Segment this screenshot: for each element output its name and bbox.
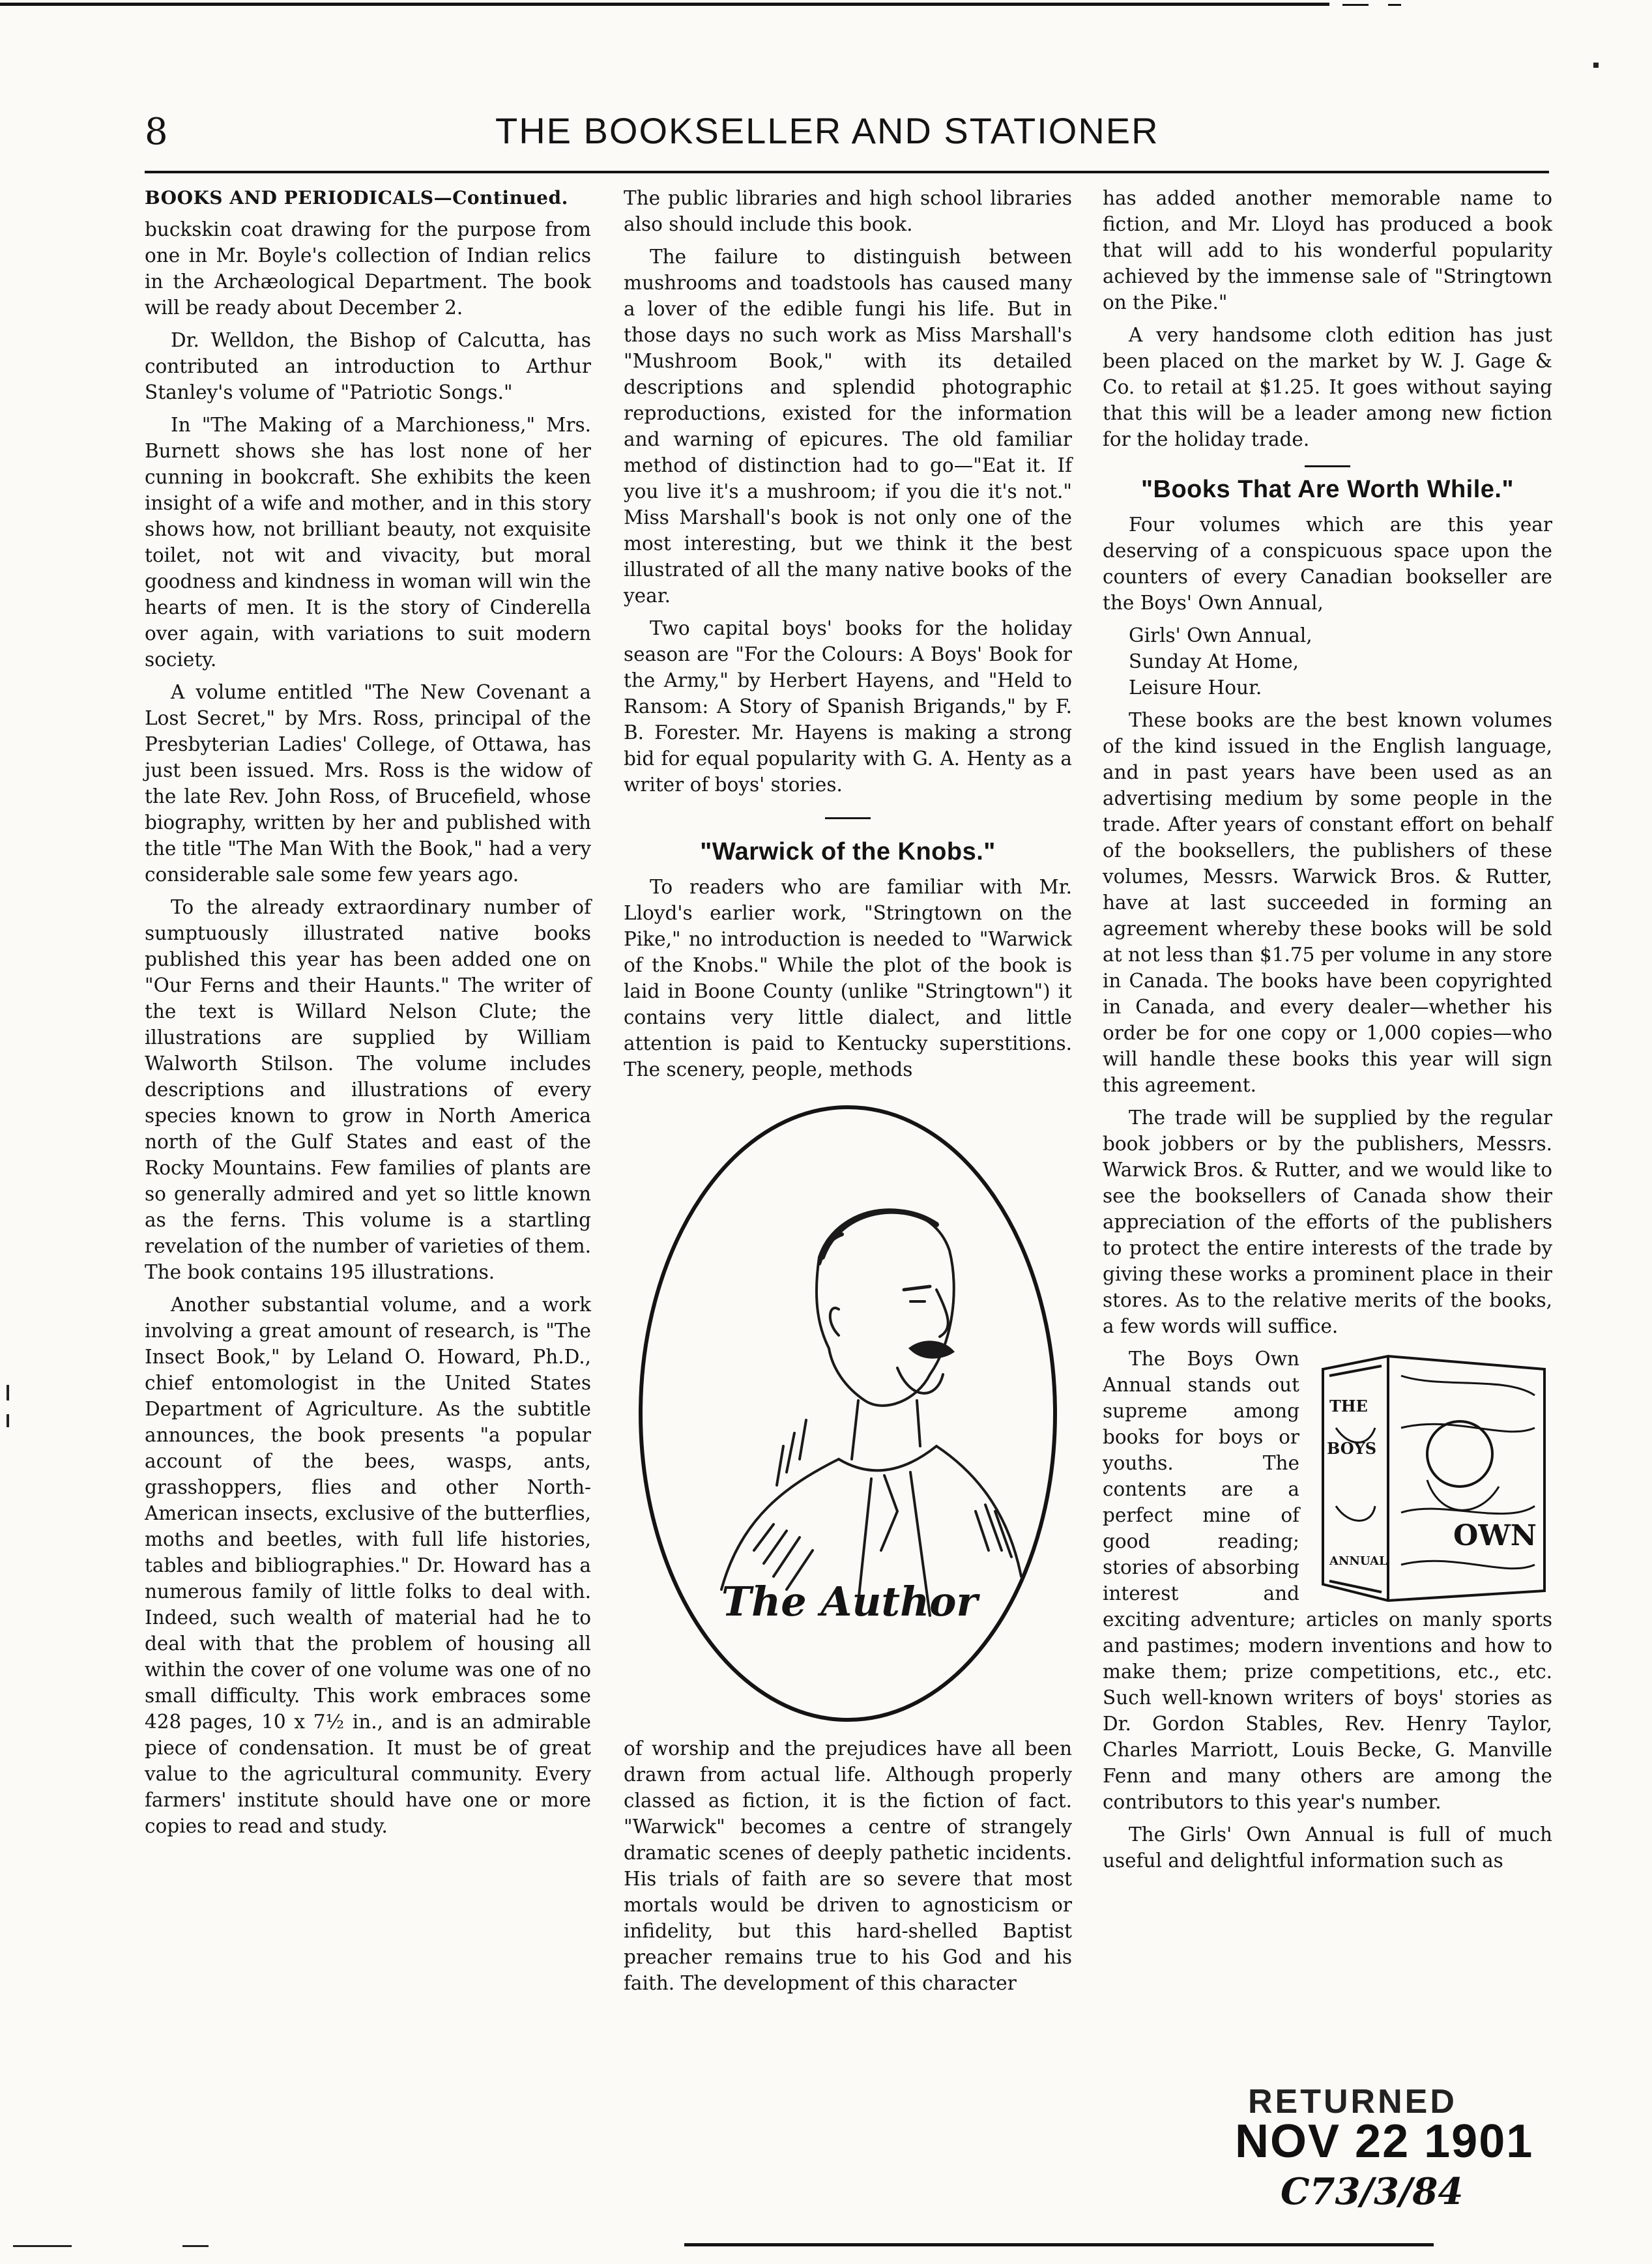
list-item: Girls' Own Annual, [1129, 624, 1312, 646]
paragraph: A very handsome cloth edition has just been placed on the market by W. J. Gage & Co. to retail at $1.25. It goes without saying that this will be a leader among new fiction for the holiday trade. [1103, 324, 1552, 450]
spine-word: THE [1329, 1397, 1368, 1415]
article-heading-worth-while: "Books That Are Worth While." [1141, 476, 1514, 503]
section-divider [825, 817, 871, 819]
column-2 [624, 185, 1072, 2003]
annual-paragraph-block [1103, 1346, 1552, 1815]
page-number: 8 [145, 111, 168, 153]
print-speck [13, 2245, 72, 2247]
column-1 [145, 185, 591, 1846]
paragraph: Four volumes which are this year deserving of a conspicuous space upon the counters of every Canadian bookseller are the Boys' Own Annual, [1103, 514, 1552, 614]
print-speck [7, 1385, 9, 1400]
section-divider [1305, 465, 1350, 467]
article-heading-warwick: "Warwick of the Knobs." [700, 838, 996, 865]
paragraph: Dr. Welldon, the Bishop of Calcutta, has contributed an introduction to Arthur Stanley's volume of "Patriotic Songs." [145, 329, 591, 403]
paragraph: To the already extraordinary number of sumptuously illustrated native books published this year has been added one on "Our Ferns and their Haunts." The writer of the text is Willard Nelson Clute; the illustrations are supplied by William Walworth Stilson. The volume includes descriptions and illustrations of every species known to grow in North America north of the Gulf States and east of the Rocky Mountains. Few families of plants are so generally admired and yet so little known as the ferns. This volume is a startling revelation of the number of varieties of them. The book contains 195 illustrations. [145, 896, 591, 1283]
paragraph: A volume entitled "The New Covenant a Lost Secret," by Mrs. Ross, principal of the Presbyterian Ladies' College, of Ottawa, has just been issued. Mrs. Ross is the widow of the late Rev. John Ross, of Brucefield, whose biography, written by her and published with the title "The Man With the Book," had a very considerable sale some few years ago. [145, 681, 591, 886]
spine-word: BOYS [1327, 1439, 1377, 1458]
paragraph: of worship and the prejudices have all been drawn from actual life. Although properly classed as fiction, it is the fiction of fact. "Warwick" becomes a centre of strangely dramatic scenes of deeply pathetic incidents. His trials of faith are so severe that most mortals would be driven to agnosticism or infidelity, but this hard-shelled Baptist preacher remains true to his God and his faith. The development of this character [624, 1737, 1072, 1994]
paragraph: has added another memorable name to fiction, and Mr. Lloyd has produced a book that will add to his wonderful popularity achieved by the immense sale of "Stringtown on the Pike." [1103, 187, 1552, 313]
list-item: Leisure Hour. [1129, 676, 1262, 699]
annual-list [1103, 622, 1552, 701]
column-3 [1103, 185, 1552, 1880]
stamp-date: NOV 22 1901 [1235, 2115, 1534, 2168]
section-label: BOOKS AND PERIODICALS—Continued. [145, 187, 568, 209]
author-portrait [624, 1094, 1072, 1726]
returned-stamp [1235, 2082, 1541, 2232]
paragraph: Another substantial volume, and a work involving a great amount of research, is "The Insect Book," by Leland O. Howard, Ph.D., chief entomologist in the United States Department of Agriculture. As the subtitle announces, the book presents "a popular account of the bees, wasps, ants, grasshoppers, flies and other North-American insects, exclusive of the butterflies, moths and beetles, with full life histories, tables and bibliographies." Dr. Howard has a numerous family of little folks to deal with. Indeed, such wealth of material had he to deal with that the problem of housing all within the cover of one volume was one of no small difficulty. This work embraces some 428 pages, 10 x 7½ in., and is an admirable piece of condensation. It must be of great value to the agricultural community. Every farmers' institute should have one or more copies to read and study. [145, 1294, 591, 1837]
stamp-returned: RETURNED [1248, 2083, 1457, 2121]
spine-word: ANNUAL [1329, 1554, 1387, 1568]
portrait-illustration [624, 1094, 1072, 1726]
running-title: THE BOOKSELLER AND STATIONER [495, 110, 1159, 151]
paragraph: buckskin coat drawing for the purpose from one in Mr. Boyle's collection of Indian relics in the Archæological Department. The book will be ready about December 2. [145, 218, 591, 319]
header-rule [145, 171, 1549, 173]
paragraph: The Girls' Own Annual is full of much useful and delightful information such as [1103, 1823, 1552, 1872]
paragraph: The public libraries and high school libraries also should include this book. [624, 187, 1072, 235]
bottom-rule [684, 2243, 1434, 2246]
cover-word: OWN [1453, 1519, 1537, 1552]
boys-own-annual-illustration [1310, 1350, 1552, 1604]
paragraph: These books are the best known volumes of the kind issued in the English language, and in past years have been used as an advertising medium by some people in the trade. After years of constant effort on behalf of the booksellers, the publishers of these volumes, Messrs. Warwick Bros. & Rutter, have at last succeeded in forming an agreement whereby these books will be sold at not less than $1.75 per volume in any store in Canada. The books have been copyrighted in Canada, and every dealer—whether his order be for one copy or 1,000 copies—who will handle these books this year will sign this agreement. [1103, 709, 1552, 1096]
stamp-handwritten-number: C73/3/84 [1281, 2170, 1464, 2213]
print-speck [7, 1414, 9, 1427]
paragraph: In "The Making of a Marchioness," Mrs. Burnett shows she has lost none of her cunning in bookcraft. She exhibits the keen insight of a wife and mother, and in this story shows how, not brilliant beauty, not exquisite toilet, not wit and vivacity, but moral goodness and kindness in woman will win the hearts of men. It is the story of Cinderella over again, with variations to suit modern society. [145, 414, 591, 671]
paragraph: The Boys Own Annual stands out supreme among books for boys or youths. The contents are a perfect mine of good reading; stories of absorbing interest and exciting adventure; articles on manly sports and pastimes; modern inventions and how to make them; prize competitions, etc., etc. Such well-known writers of boys' stories as Dr. Gordon Stables, Rev. Henry Taylor, Charles Marriott, Louis Becke, G. Manville Fenn and many others are among the contributors to this year's number. [1103, 1348, 1552, 1813]
paragraph: The failure to distinguish between mushrooms and toadstools has caused many a lover of the edible fungi his life. But in those days no such work as Miss Marshall's "Mushroom Book," with its detailed descriptions and splendid photographic reproductions, existed for the information and warning of epicures. The old familiar method of distinction had to go—"Eat it. If you live it's a mushroom; if you die it's not." Miss Marshall's book is not only one of the most interesting, but we think it the best illustrated of all the many native books of the year. [624, 246, 1072, 607]
portrait-caption: The Author [721, 1578, 978, 1625]
top-border-rule [0, 0, 1652, 9]
paragraph: Two capital boys' books for the holiday season are "For the Colours: A Boys' Book for the Army," by Herbert Hayens, and "Held to Ransom: A Story of Spanish Brigands," by F. B. Forester. Mr. Hayens is making a strong bid for equal popularity with G. A. Henty as a writer of boys' stories. [624, 617, 1072, 796]
print-speck [182, 2245, 209, 2247]
paragraph: To readers who are familiar with Mr. Lloyd's earlier work, "Stringtown on the Pike," no introduction is needed to "Warwick of the Knobs." While the plot of the book is laid in Boone County (unlike "Stringtown") it contains very little dialect, and little attention is paid to Kentucky superstitions. The scenery, people, methods [624, 876, 1072, 1081]
print-speck [1593, 63, 1599, 68]
list-item: Sunday At Home, [1129, 650, 1299, 673]
paragraph: The trade will be supplied by the regular book jobbers or by the publishers, Messrs. Warwick Bros. & Rutter, and we would like to see the booksellers of Canada show their appreciation of the efforts of the publishers to protect the entire interests of the trade by giving these works a prominent place in their stores. As to the relative merits of the books, a few words will suffice. [1103, 1107, 1552, 1337]
